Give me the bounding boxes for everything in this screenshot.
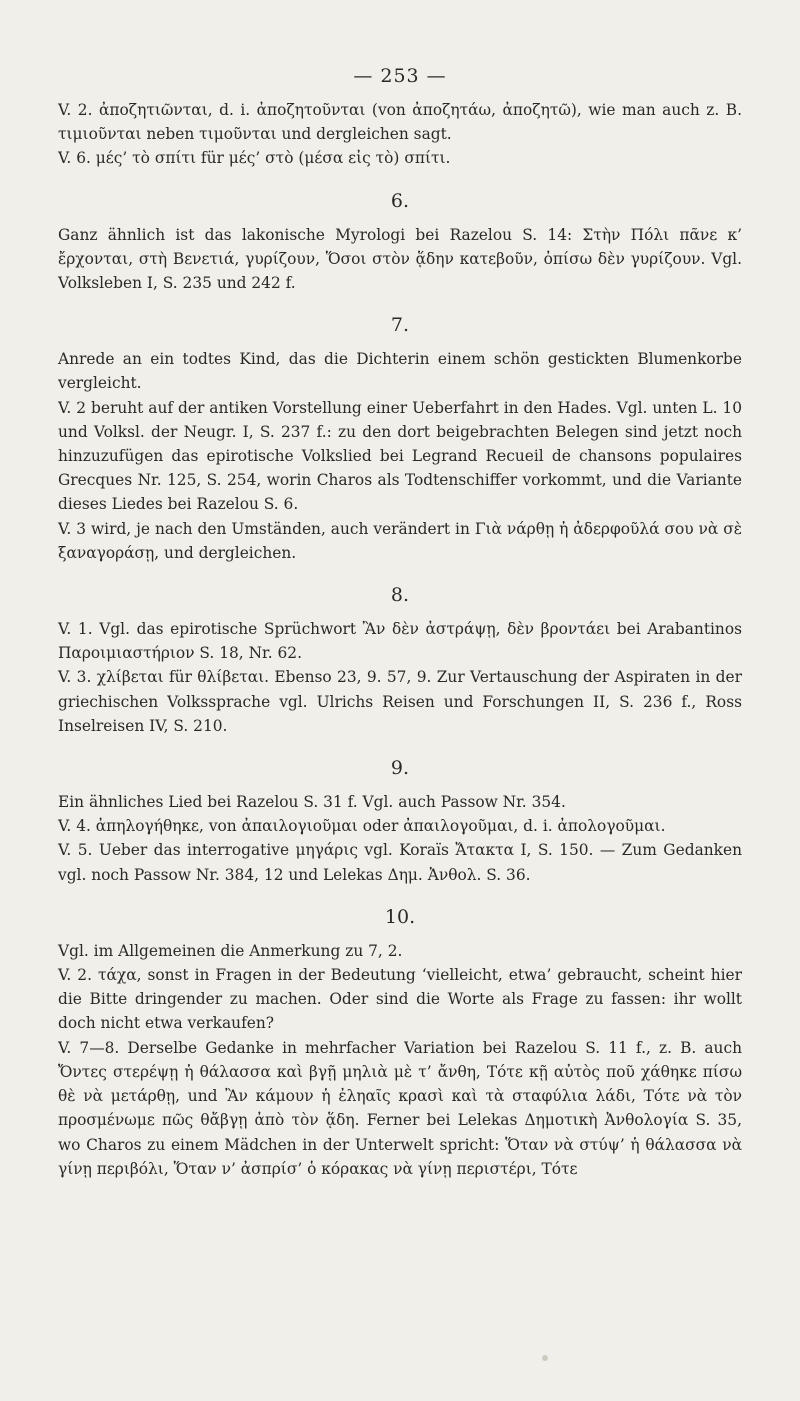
paragraph: V. 6. μές’ τὸ σπίτι für μές’ στὸ (μέσα εἰς τὸ) σπίτι. [58,149,451,168]
paragraph: Vgl. im Allgemeinen die Anmerkung zu 7, 2. [58,941,403,960]
paragraph: V. 2. ἀποζητιῶνται, d. i. ἀποζητοῦνται (von ἀποζητάω, ἀποζητῶ), wie man auch z. B. τιμιοῦνται neben τιμοῦνται und dergleichen sagt. [58,101,742,144]
page-number: — 253 — [353,65,447,87]
paragraph: V. 3 wird, je nach den Umständen, auch verändert in Γιὰ νάρθῃ ἡ ἀδερφοῦλά σου νὰ σὲ ξαναγοράσῃ, und dergleichen. [58,519,742,562]
book-page [58,62,742,1181]
paragraph: Ganz ähnlich ist das lakonische Myrologi bei Razelou S. 14: Στὴν Πόλι πᾶνε κ’ ἔρχονται, στὴ Βενετιά, γυρίζουν, Ὅσοι στὸν ᾅδην κατεβοῦν, ὀπίσω δὲν γυρίζουν. Vgl. Volksleben I, S. 235 und 242 f. [58,225,742,293]
paragraph: V. 1. Vgl. das epirotische Sprüchwort Ἂν δὲν ἀστράψῃ, δὲν βροντάει bei Arabantinos Παροιμιαστήριον S. 18, Nr. 62. [58,620,742,663]
print-speck [542,1355,548,1361]
paragraph: V. 3. χλίβεται für θλίβεται. Ebenso 23, 9. 57, 9. Zur Vertauschung der Aspiraten in der griechischen Volkssprache vgl. Ulrichs Reisen und Forschungen II, S. 236 f., Ross Inselreisen IV, S. 210. [58,668,742,735]
paragraph: V. 7—8. Derselbe Gedanke in mehrfacher Variation bei Razelou S. 11 f., z. B. auch Ὄντες στερέψῃ ἡ θάλασσα καὶ βγῇ μηλιὰ μὲ τ’ ἄνθη, Τότε κῇ αὐτὸς ποῦ χάθηκε πίσω θὲ νὰ μετάρθῃ, und Ἂν κάμουν ἡ ἐληαῖς κρασὶ καὶ τὰ σταφύλια λάδι, Τότε νὰ τὸν προσμένωμε πῶς θἄβγῃ ἀπὸ τὸν ᾅδη. Ferner bei Lelekas Δημοτικὴ Ἀνθολογία S. 35, wo Charos zu einem Mädchen in der Unterwelt spricht: Ὅταν νὰ στύψ’ ἡ θάλασσα νὰ γίνῃ περιβόλι, Ὅταν ν’ ἀσπρίσ’ ὁ κόρακας νὰ γίνῃ περιστέρι, Τότε [58,1038,742,1178]
paragraph: V. 5. Ueber das interrogative μηγάρις vgl. Koraïs Ἄτακτα I, S. 150. — Zum Gedanken vgl. noch Passow Nr. 384, 12 und Lelekas Δημ. Ἀνθολ. S. 36. [58,841,742,884]
section-number: 8. [390,584,410,607]
paragraph: V. 2 beruht auf der antiken Vorstellung einer Ueberfahrt in den Hades. Vgl. unten L. 10 und Volksl. der Neugr. I, S. 237 f.: zu den dort beigebrachten Belegen sind jetzt noch hinzuzufügen das epirotische Volkslied bei Legrand Recueil de chansons populaires Grecques Nr. 125, S. 254, worin Charos als Todtenschiffer vorkommt, und die Variante dieses Liedes bei Razelou S. 6. [58,398,742,514]
section-number: 10. [384,905,416,928]
section-number: 9. [390,757,410,780]
paragraph: V. 2. τάχα, sonst in Fragen in der Bedeutung ‘vielleicht, etwa’ gebraucht, scheint hier die Bitte dringender zu machen. Oder sind die Worte als Frage zu fassen: ihr wollt doch nicht etwa verkaufen? [58,966,742,1033]
paragraph: Ein ähnliches Lied bei Razelou S. 31 f. Vgl. auch Passow Nr. 354. [58,793,566,812]
page-content [58,98,742,1181]
paragraph: V. 4. ἀπηλογήθηκε, von ἀπαιλογιοῦμαι oder ἀπαιλογοῦμαι, d. i. ἀπολογοῦμαι. [58,817,666,836]
section-number: 6. [390,189,410,212]
section-number: 7. [390,314,410,337]
paragraph: Anrede an ein todtes Kind, das die Dichterin einem schön gestickten Blumenkorbe vergleicht. [58,350,742,393]
